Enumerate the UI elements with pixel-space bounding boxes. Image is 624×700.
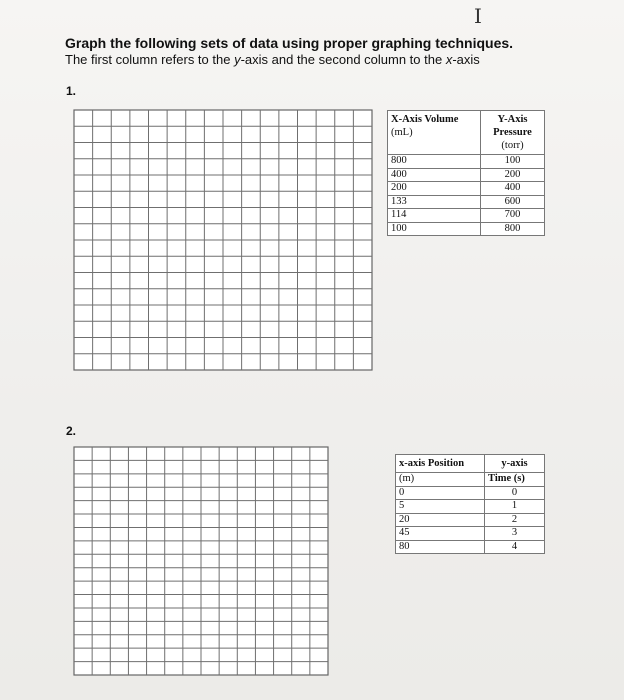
cell-y: 0: [485, 486, 545, 500]
page-title: Graph the following sets of data using proper graphing techniques.: [65, 35, 514, 51]
instruction-mid: -axis and the second column to the: [240, 52, 446, 67]
table-row: [388, 168, 545, 182]
table-row: [388, 222, 545, 236]
table-row: [396, 486, 545, 500]
table-row: [396, 527, 545, 541]
graph-grid-1[interactable]: [73, 109, 373, 371]
cell-x: 5: [396, 500, 485, 514]
data-table-2: [395, 454, 545, 554]
table-header-time: [485, 455, 545, 473]
table-row: [396, 500, 545, 514]
table-row: [396, 513, 545, 527]
units-position: (m): [396, 473, 485, 487]
cell-x: 45: [396, 527, 485, 541]
table-row: [388, 182, 545, 196]
table-row: [388, 155, 545, 169]
cell-y: 700: [481, 209, 545, 223]
header-volume-line1: X-Axis Volume: [391, 114, 459, 125]
cell-y: 3: [485, 527, 545, 541]
cell-y: 2: [485, 513, 545, 527]
cell-x: 80: [396, 540, 485, 554]
cell-y: 200: [481, 168, 545, 182]
instruction-suffix: -axis: [452, 52, 480, 67]
cell-x: 400: [388, 168, 481, 182]
cell-y: 1: [485, 500, 545, 514]
cell-y: 4: [485, 540, 545, 554]
problem-2-number: 2.: [66, 424, 77, 438]
table-header-position: [396, 455, 485, 473]
table-row: [396, 540, 545, 554]
header-pressure-line3: (torr): [501, 140, 524, 151]
table-row: [388, 195, 545, 209]
cell-x: 100: [388, 222, 481, 236]
units-time: Time (s): [485, 473, 545, 487]
table-row: [388, 209, 545, 223]
cell-x: 0: [396, 486, 485, 500]
table-header-pressure: [481, 111, 545, 155]
header-pressure-line1: Y-Axis: [497, 114, 528, 125]
cell-y: 400: [481, 182, 545, 196]
table-header-row: [388, 111, 545, 155]
graph-grid-2[interactable]: [73, 446, 329, 676]
header-time-line1: y-axis: [501, 458, 528, 469]
header-volume-line2: (mL): [391, 127, 413, 138]
table-header-volume: [388, 111, 481, 155]
instructions: [65, 52, 480, 67]
header-position-line1: x-axis Position: [399, 458, 465, 469]
cell-x: 200: [388, 182, 481, 196]
instruction-y: y: [234, 52, 241, 67]
cell-y: 600: [481, 195, 545, 209]
cell-y: 800: [481, 222, 545, 236]
table-units-row: [396, 473, 545, 487]
text-cursor-icon: I: [474, 4, 482, 28]
cell-x: 133: [388, 195, 481, 209]
problem-1-number: 1.: [66, 84, 77, 98]
instruction-x: x: [445, 52, 453, 67]
cell-x: 800: [388, 155, 481, 169]
instruction-prefix: The first column refers to the: [65, 52, 235, 67]
cell-y: 100: [481, 155, 545, 169]
table-header-row: [396, 455, 545, 473]
cell-x: 114: [388, 209, 481, 223]
data-table-1: [387, 110, 545, 236]
cell-x: 20: [396, 513, 485, 527]
header-pressure-line2: Pressure: [493, 127, 532, 138]
